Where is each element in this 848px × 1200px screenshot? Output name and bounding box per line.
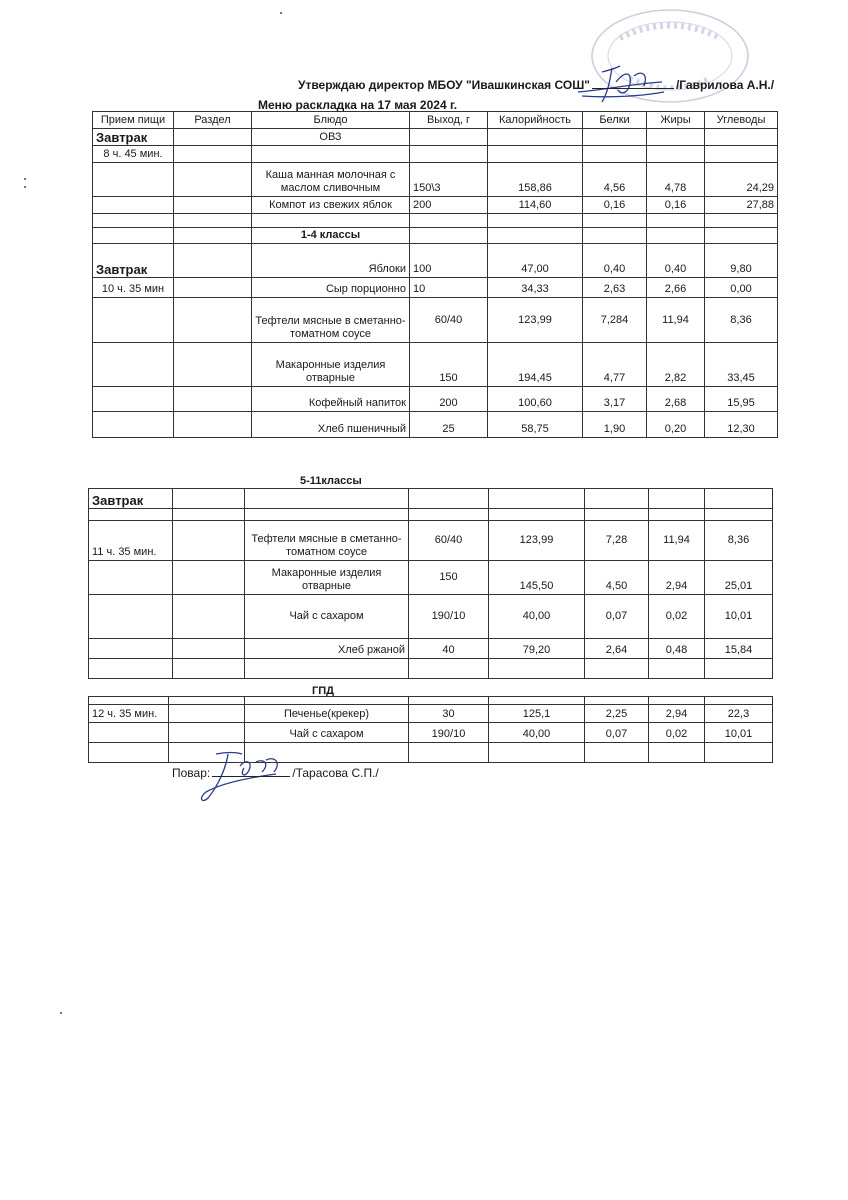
dish-protein: 4,56 — [583, 163, 647, 197]
table-row — [93, 197, 778, 214]
dish-output: 150\3 — [410, 163, 488, 197]
table-row — [93, 387, 778, 412]
dish-carbs: 10,01 — [705, 723, 773, 743]
dish-kcal: 125,1 — [489, 705, 585, 723]
table-row — [89, 595, 773, 639]
dish-carbs: 15,95 — [705, 387, 778, 412]
dish-protein: 0,07 — [585, 723, 649, 743]
dish-kcal: 194,45 — [488, 343, 583, 387]
table-row — [89, 639, 773, 659]
dish-name: Тефтели мясные в сметанно-томатном соусе — [252, 298, 410, 343]
approval-line — [298, 78, 774, 92]
table-row — [93, 129, 778, 146]
scan-speck — [24, 186, 26, 188]
table-row — [93, 228, 778, 244]
dish-fat: 2,66 — [647, 278, 705, 298]
dish-carbs: 27,88 — [705, 197, 778, 214]
dish-kcal: 47,00 — [488, 244, 583, 278]
dish-name: Компот из свежих яблок — [252, 197, 410, 214]
signature-line — [212, 766, 290, 777]
table-row — [93, 298, 778, 343]
dish-protein: 4,50 — [585, 561, 649, 595]
meal-time: 8 ч. 45 мин. — [93, 146, 174, 163]
dish-name: Каша манная молочная с маслом сливочным — [252, 163, 410, 197]
table-row — [93, 244, 778, 278]
dish-name: Тефтели мясные в сметанно-томатном соусе — [245, 521, 409, 561]
table-row — [93, 214, 778, 228]
dish-kcal: 40,00 — [489, 595, 585, 639]
meal-label: Завтрак — [93, 129, 174, 146]
dish-carbs: 15,84 — [705, 639, 773, 659]
menu-date-title: Меню раскладка на 17 мая 2024 г. — [258, 98, 458, 112]
dish-kcal: 158,86 — [488, 163, 583, 197]
dish-name: Хлеб ржаной — [245, 639, 409, 659]
dish-carbs: 8,36 — [705, 521, 773, 561]
dish-output: 200 — [410, 387, 488, 412]
dish-carbs: 8,36 — [705, 298, 778, 343]
cook-line — [172, 766, 379, 780]
col-meal: Прием пищи — [93, 112, 174, 129]
scan-speck — [24, 178, 26, 180]
col-section: Раздел — [174, 112, 252, 129]
dish-kcal: 40,00 — [489, 723, 585, 743]
dish-fat: 0,20 — [647, 412, 705, 438]
dish-name: Макаронные изделия отварные — [252, 343, 410, 387]
table-row — [93, 278, 778, 298]
dish-name: Печенье(крекер) — [245, 705, 409, 723]
dish-output: 60/40 — [409, 521, 489, 561]
menu-table-main — [92, 111, 778, 438]
cook-label: Повар: — [172, 766, 211, 780]
dish-fat: 0,48 — [649, 639, 705, 659]
section-label: ГПД — [312, 685, 334, 697]
dish-fat: 11,94 — [647, 298, 705, 343]
dish-carbs: 12,30 — [705, 412, 778, 438]
dish-protein: 0,40 — [583, 244, 647, 278]
dish-carbs: 24,29 — [705, 163, 778, 197]
header-row — [93, 112, 778, 129]
dish-output: 25 — [410, 412, 488, 438]
cook-name: /Тарасова С.П./ — [292, 766, 379, 780]
dish-protein: 7,28 — [585, 521, 649, 561]
approval-text: Утверждаю директор МБОУ "Ивашкинская СОШ" — [298, 78, 590, 92]
dish-fat: 4,78 — [647, 163, 705, 197]
table-row — [89, 705, 773, 723]
dish-protein: 0,07 — [585, 595, 649, 639]
section-label: 5-11классы — [300, 475, 362, 487]
col-kcal: Калорийность — [488, 112, 583, 129]
dish-fat: 0,02 — [649, 723, 705, 743]
table-row — [89, 659, 773, 679]
signature-line — [592, 78, 674, 89]
dish-kcal: 123,99 — [489, 521, 585, 561]
dish-fat: 0,02 — [649, 595, 705, 639]
dish-output: 10 — [410, 278, 488, 298]
col-carbs: Углеводы — [705, 112, 778, 129]
dish-name: Чай с сахаром — [245, 723, 409, 743]
dish-protein: 0,16 — [583, 197, 647, 214]
menu-table-gpd — [88, 696, 773, 763]
dish-carbs: 0,00 — [705, 278, 778, 298]
dish-name: Чай с сахаром — [245, 595, 409, 639]
col-dish: Блюдо — [252, 112, 410, 129]
group-label: ОВЗ — [252, 129, 410, 146]
dish-name: Макаронные изделия отварные — [245, 561, 409, 595]
dish-fat: 2,94 — [649, 561, 705, 595]
meal-label: Завтрак — [89, 489, 173, 509]
dish-kcal: 34,33 — [488, 278, 583, 298]
dish-protein: 2,63 — [583, 278, 647, 298]
dish-kcal: 79,20 — [489, 639, 585, 659]
dish-name: Сыр порционно — [252, 278, 410, 298]
col-output: Выход, г — [410, 112, 488, 129]
dish-output: 100 — [410, 244, 488, 278]
dish-output: 150 — [410, 343, 488, 387]
dish-protein: 1,90 — [583, 412, 647, 438]
dish-name: Хлеб пшеничный — [252, 412, 410, 438]
dish-carbs: 10,01 — [705, 595, 773, 639]
dish-name: Яблоки — [252, 244, 410, 278]
dish-kcal: 114,60 — [488, 197, 583, 214]
table-row — [89, 697, 773, 705]
table-row — [89, 521, 773, 561]
dish-output: 150 — [409, 561, 489, 595]
dish-output: 190/10 — [409, 723, 489, 743]
table-row — [89, 723, 773, 743]
dish-output: 190/10 — [409, 595, 489, 639]
dish-carbs: 33,45 — [705, 343, 778, 387]
dish-carbs: 22,3 — [705, 705, 773, 723]
dish-kcal: 123,99 — [488, 298, 583, 343]
dish-protein: 7,284 — [583, 298, 647, 343]
dish-fat: 2,94 — [649, 705, 705, 723]
dish-kcal: 58,75 — [488, 412, 583, 438]
table-row — [89, 509, 773, 521]
dish-kcal: 145,50 — [489, 561, 585, 595]
meal-time: 11 ч. 35 мин. — [89, 521, 173, 561]
dish-carbs: 9,80 — [705, 244, 778, 278]
table-row — [93, 343, 778, 387]
section-label: 1-4 классы — [252, 228, 410, 244]
dish-protein: 2,25 — [585, 705, 649, 723]
dish-output: 30 — [409, 705, 489, 723]
dish-name: Кофейный напиток — [252, 387, 410, 412]
dish-protein: 2,64 — [585, 639, 649, 659]
dish-fat: 11,94 — [649, 521, 705, 561]
col-fat: Жиры — [647, 112, 705, 129]
table-row — [89, 743, 773, 763]
table-row — [89, 561, 773, 595]
dish-fat: 2,68 — [647, 387, 705, 412]
dish-carbs: 25,01 — [705, 561, 773, 595]
meal-time: 12 ч. 35 мин. — [89, 705, 169, 723]
dish-output: 40 — [409, 639, 489, 659]
scan-speck — [280, 12, 282, 14]
dish-output: 60/40 — [410, 298, 488, 343]
table-row — [89, 489, 773, 509]
director-name: /Гаврилова А.Н./ — [675, 78, 775, 92]
meal-label: Завтрак — [93, 244, 174, 278]
meal-time: 10 ч. 35 мин — [93, 278, 174, 298]
dish-fat: 0,16 — [647, 197, 705, 214]
col-protein: Белки — [583, 112, 647, 129]
dish-output: 200 — [410, 197, 488, 214]
dish-fat: 0,40 — [647, 244, 705, 278]
dish-kcal: 100,60 — [488, 387, 583, 412]
table-row — [93, 146, 778, 163]
table-row — [93, 412, 778, 438]
dish-fat: 2,82 — [647, 343, 705, 387]
menu-table-5-11 — [88, 488, 773, 679]
dish-protein: 4,77 — [583, 343, 647, 387]
table-row — [93, 163, 778, 197]
dish-protein: 3,17 — [583, 387, 647, 412]
scan-speck — [60, 1012, 62, 1014]
